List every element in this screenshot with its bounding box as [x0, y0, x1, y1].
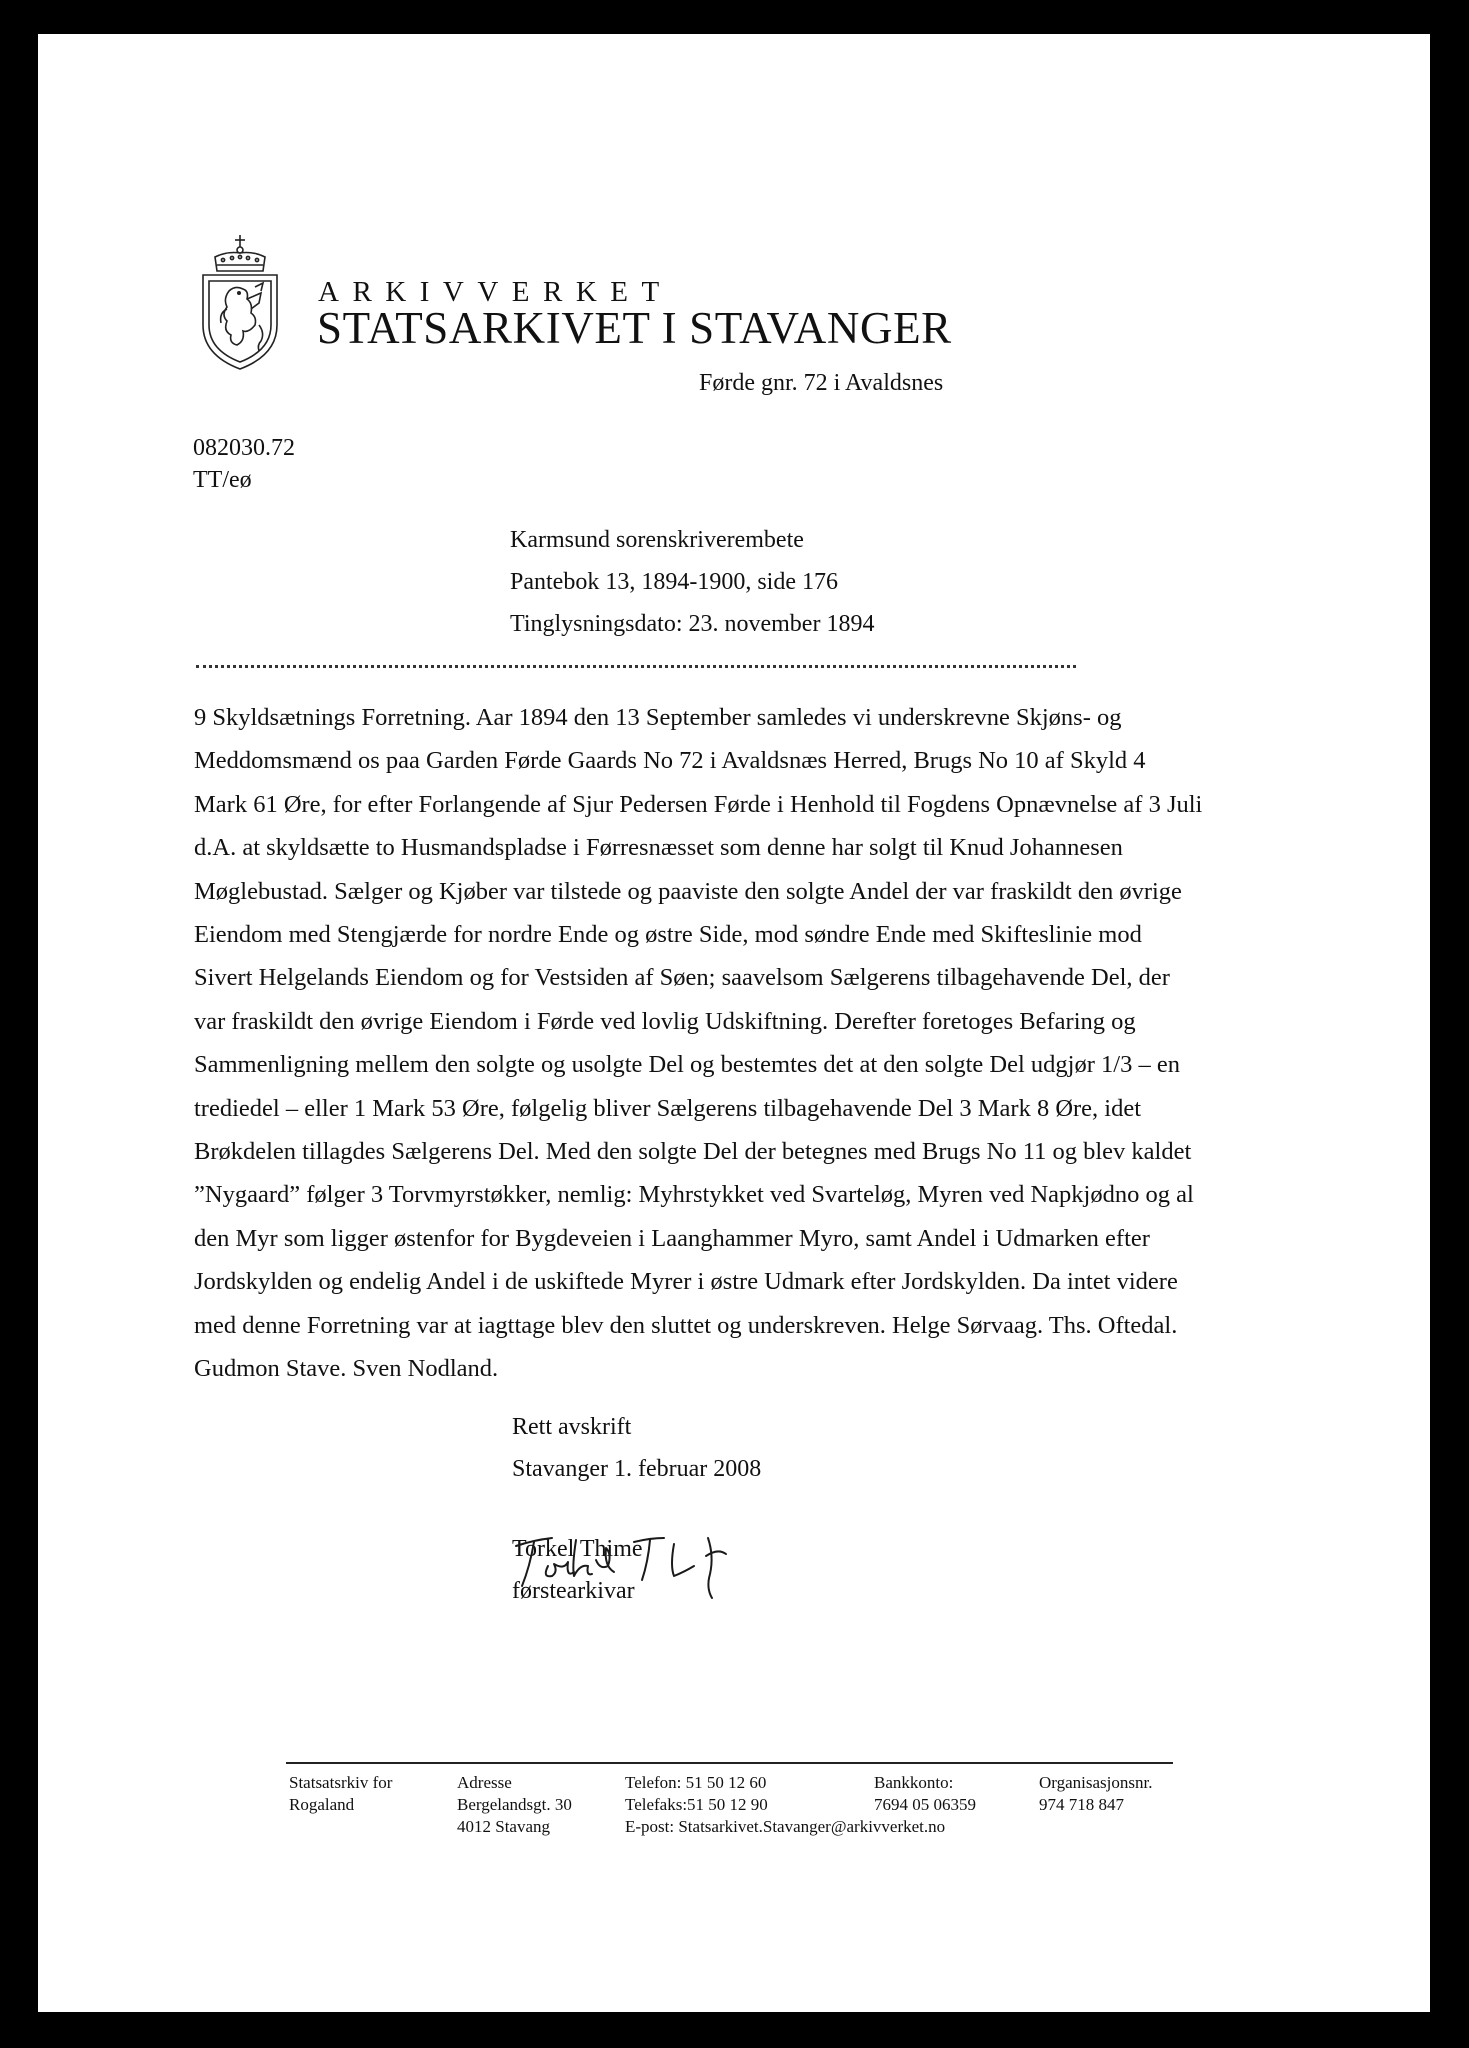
footer-email: E-post: Statsarkivet.Stavanger@arkivverket.no [625, 1817, 946, 1836]
body-line: Mark 61 Øre, for efter Forlangende af Sjur Pedersen Førde i Henhold til Fogdens Opnævnelse af 3 Juli [194, 790, 1203, 818]
place-date: Stavanger 1. februar 2008 [512, 1456, 762, 1482]
footer-bank [874, 1772, 976, 1816]
subject-line: Førde gnr. 72 i Avaldsnes [699, 370, 944, 396]
reference-number: 082030.72 [193, 435, 295, 461]
dotted-divider [196, 662, 1076, 668]
body-line: Jordskylden og endelig Andel i de uskiftede Myrer i østre Udmark efter Jordskylden. Da intet videre [194, 1268, 1178, 1296]
body-line: 9 Skyldsætnings Forretning. Aar 1894 den 13 September samledes vi underskrevne Skjøns- og [194, 704, 1122, 731]
footer-fax: Telefaks:51 50 12 90 [625, 1795, 768, 1814]
body-line: Sivert Helgelands Eiendom og for Vestsiden af Søen; saavelsom Sælgerens tilbagehavende Del, der [194, 964, 1170, 992]
footer-org-line: Rogaland [289, 1795, 355, 1814]
reference-initials: TT/eø [193, 467, 252, 493]
source-date: Tinglysningsdato: 23. november 1894 [510, 611, 875, 637]
footer-orgnr-number: 974 718 847 [1039, 1795, 1124, 1814]
source-block [510, 519, 874, 645]
signer-name: Torkel Thime [512, 1536, 643, 1562]
footer-address-line: 4012 Stavang [457, 1817, 551, 1836]
footer-address [457, 1772, 572, 1838]
body-line: Meddomsmænd os paa Garden Førde Gaards No 72 i Avaldsnæs Herred, Brugs No 10 af Skyld 4 [194, 747, 1146, 775]
body-line: Brøkdelen tillagdes Sælgerens Del. Med den solgte Del der betegnes med Brugs No 11 og blev kaldet [194, 1138, 1192, 1166]
footer-address-line: Adresse [457, 1773, 512, 1792]
transcription-body [194, 696, 1203, 1391]
body-line: var fraskildt den øvrige Eiendom i Førde ved lovlig Udskiftning. Derefter foretoges Befaring og [194, 1007, 1136, 1035]
body-line: trediedel – eller 1 Mark 53 Øre, følgelig bliver Sælgerens tilbagehavende Del 3 Mark 8 Øre, idet [194, 1094, 1142, 1122]
document-page [38, 34, 1430, 2012]
footer-bank-label: Bankkonto: [874, 1773, 954, 1792]
footer-orgnr-label: Organisasjonsnr. [1039, 1773, 1153, 1792]
body-line: den Myr som ligger østenfor for Bygdeveien i Laanghammer Myro, samt Andel i Udmarken efter [194, 1224, 1150, 1252]
footer-divider [286, 1762, 1173, 1764]
footer-address-line: Bergelandsgt. 30 [457, 1795, 572, 1814]
handwritten-signature [508, 1526, 748, 1604]
footer-org-line: Statsatsrkiv for [289, 1773, 393, 1792]
footer-bank-number: 7694 05 06359 [874, 1795, 976, 1814]
source-volume: Pantebok 13, 1894-1900, side 176 [510, 569, 838, 595]
footer-orgnr [1039, 1772, 1153, 1816]
coat-of-arms-icon [199, 233, 281, 371]
body-line: Sammenligning mellem den solgte og usolgte Del og bestemtes det at den solgte Del udgjør 1/3 – en [194, 1051, 1180, 1079]
body-line: med denne Forretning var at iagttage blev den sluttet og underskreven. Helge Sørvaag. Ths. Oftedal. [194, 1311, 1178, 1339]
signer-title: førstearkivar [512, 1578, 635, 1604]
body-line: ”Nygaard” følger 3 Torvmyrstøkker, nemlig: Myhrstykket ved Svarteløg, Myren ved Napkjødno og al [194, 1181, 1194, 1209]
body-line: Eiendom med Stengjærde for nordre Ende og østre Side, mod søndre Ende med Skifteslinie mod [194, 921, 1142, 949]
body-line: Gudmon Stave. Sven Nodland. [194, 1355, 499, 1383]
footer-org [289, 1772, 392, 1816]
footer-phone: Telefon: 51 50 12 60 [625, 1773, 767, 1792]
source-office: Karmsund sorenskriverembete [510, 527, 804, 553]
body-line: d.A. at skyldsætte to Husmandspladse i Førresnæsset som denne har solgt til Knud Johannesen [194, 834, 1123, 862]
org-main-title: STATSARKIVET I STAVANGER [317, 303, 952, 353]
reference-block [193, 432, 295, 496]
certified-copy-label: Rett avskrift [512, 1414, 632, 1440]
body-line: Møglebustad. Sælger og Kjøber var tilstede og paaviste den solgte Andel der var fraskildt den øvrige [194, 877, 1182, 905]
org-top-label: ARKIVVERKET [318, 276, 673, 308]
